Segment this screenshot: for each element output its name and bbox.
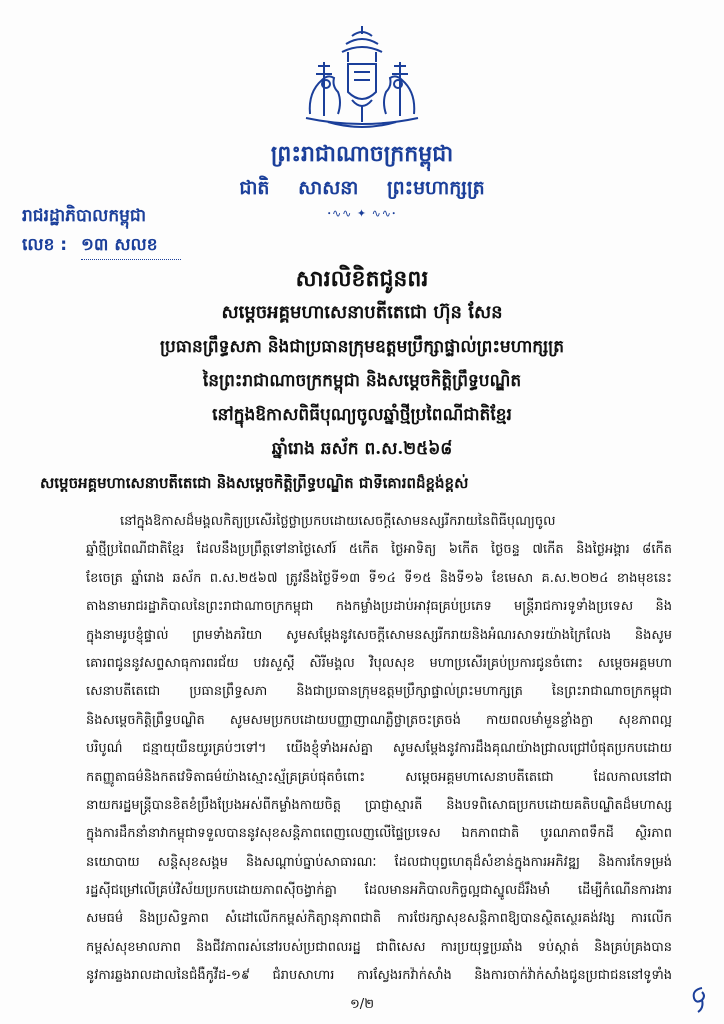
body-line: ខែចេត្រ ឆ្នាំរោង ឆស័ក ព.ស.២៥៦៧ ត្រូវនឹងថ្ងៃទី១៣ ទី១៤ ទី១៥ និងទី១៦ ខែមេសា គ.ស.២០២៤ ខាងមុខនេះ [86, 570, 672, 586]
body-line: រដ្ឋស៊ីជម្រៅលើគ្រប់វិស័យប្រកបដោយភាពស៊ីចង្វាក់គ្នា ដែលមានអភិបាលកិច្ចល្អជាស្នូលដ៏រឹងមាំ ដើម្បីកំណើនការងារ [86, 883, 672, 899]
title-line: ប្រធានព្រឹទ្ធសភា និងជាប្រធានក្រុមឧត្តមប្រឹក្សាផ្ទាល់ព្រះមហាក្សត្រ [159, 337, 565, 357]
title-line: ឆ្នាំរោង ឆស័ក ព.ស.២៥៦៨ [271, 439, 453, 459]
letter-body [86, 508, 672, 991]
kingdom-name: ព្រះរាជាណាចក្រកម្ពុជា [270, 141, 454, 167]
reference-label: លេខ : [22, 235, 68, 255]
royal-coat-of-arms-icon [298, 22, 426, 132]
body-line: សមធម៌ និងប្រសិទ្ធភាព សំដៅលើកកម្ពស់កិត្យានុភាពជាតិ ការថែរក្សាសុខសន្តិភាពឱ្យបានស្ថិតស្ថេរគង់វង្ស ការលើក [86, 911, 672, 927]
body-line: នូវការឆ្លងរាលដាលនៃជំងឺកូវីដ-១៩ ជំរាបសាហារ ការស្វែងរកវ៉ាក់សាំង និងការចាក់វ៉ាក់សាំងជូនប្រជាជននៅទូទាំង [86, 968, 672, 984]
body-line: សេនាបតីតេជោ ប្រធានព្រឹទ្ធសភា និងជាប្រធានក្រុមឧត្តមប្រឹក្សាផ្ទាល់ព្រះមហាក្សត្រ នៃព្រះរាជាណាចក្រកម្ពុជា [86, 684, 672, 700]
title-line: សារលិខិតជូនពរ [295, 266, 429, 292]
reference-line [22, 234, 181, 260]
body-line: និងសម្តេចកិត្តិព្រឹទ្ធបណ្ឌិត សូមសមប្រកបដោយបញ្ញាញាណភ្លឺថ្លាត្រចះត្រចង់ កាយពលមាំមួនខ្លាំងក្លា សុខភាពល្អ [86, 712, 672, 728]
issuing-authority: រាជរដ្ឋាភិបាលកម្ពុជា [22, 206, 147, 226]
ornament-divider: ꞏ∿∿ ✦ ∿∿ꞏ [327, 207, 397, 220]
title-line: សម្តេចអគ្គមហាសេនាបតីតេជោ ហ៊ុន សែន [221, 302, 503, 323]
reference-number: ១៣ សលខ [81, 234, 181, 260]
body-line: គោរពជូននូវសព្ទសាធុការពរជ័យ បវរសួស្តី សិរីមង្គល វិបុលសុខ មហាប្រសើរគ្រប់ប្រការជូនចំពោះ សម្តេចអគ្គមហា [86, 655, 672, 671]
letter-title [60, 262, 664, 466]
body-line: កតញ្ញូតាធម៌និងកតវេទិតាធម៌យ៉ាងស្មោះស្ម័គ្រ​គ្រប់ផុតចំពោះ សម្តេចអគ្គមហាសេនាបតីតេជោ ដែលកាលនៅជា [86, 769, 672, 785]
national-motto: ជាតិ សាសនា ព្រះមហាក្សត្រ [239, 177, 485, 199]
body-line: នយោបាយ សន្តិសុខសង្គម និងសណ្តាប់ធ្នាប់សាធារណៈ ដែលជាបុព្វហេតុដ៏សំខាន់ក្នុងការអភិវឌ្ឍ និងការកែទម្រង់ [86, 854, 672, 870]
body-line: ក្នុងនាមរូបខ្ញុំផ្ទាល់ ព្រមទាំងភរិយា សូមសម្តែងនូវសេចក្តីសោមនស្សរីករាយនិងអំណរសាទរយ៉ាងក្រៃលែង និងសូម [86, 627, 672, 643]
body-line: កម្ពស់សុខមាលភាព និងជីវភាពរស់នៅរបស់ប្រជាពលរដ្ឋ ជាពិសេស ការប្រយុទ្ធប្រឆាំង ទប់ស្កាត់ និងគ្រប់គ្រងបាន [86, 939, 672, 955]
body-line: ឆ្នាំថ្មីប្រពៃណីជាតិខ្មែរ ដែលនឹងប្រព្រឹត្តទៅនាថ្ងៃសៅរ៍ ៥កើត ថ្ងៃអាទិត្យ ៦កើត ថ្ងៃចន្ទ ៧កើត និងថ្ងៃអង្គារ ៨កើត [86, 542, 672, 558]
body-line: នាយករដ្ឋមន្ត្រីបានខិតខំប្រឹងប្រែងអស់ពីកម្លាំងកាយចិត្ត ប្រាជ្ញាស្មារតី និងបទពិសោធប្រកបដោយគតិបណ្ឌិតដ៏មហាស្ស [86, 797, 672, 813]
title-line: នៅក្នុងឱកាសពិធីបុណ្យចូលឆ្នាំថ្មីប្រពៃណីជាតិខ្មែរ [212, 405, 512, 425]
body-line: ក្នុងការដឹកនាំនាវាកម្ពុជាទទួលបាននូវសុខសន្តិភាពពេញលេញលើផ្ទៃប្រទេស ឯកភាពជាតិ បូរណភាពទឹកដី ស្ថិរភាព [86, 826, 672, 842]
body-line: បរិបូណ៌ ជន្មាយុយឺនយូរគ្រប់ៗទៅ។ យើងខ្ញុំទាំងអស់គ្នា សូមសម្តែងនូវការដឹងគុណយ៉ាងជ្រាលជ្រៅបំផុតប្រកបដោយ [86, 741, 672, 757]
body-line: តាងនាមរាជរដ្ឋាភិបាលនៃព្រះរាជាណាចក្រកម្ពុជា កងកម្លាំងប្រដាប់អាវុធគ្រប់ប្រភេទ មន្ត្រីរាជការទូទាំងប្រទេស និង [86, 599, 672, 615]
handwritten-initial-icon [688, 984, 710, 1014]
page-number: ១/២ [349, 997, 375, 1012]
title-line: នៃព្រះរាជាណាចក្រកម្ពុជា និងសម្តេចកិត្តិព្រឹទ្ធបណ្ឌិត [202, 371, 522, 391]
body-line: នៅក្នុងឱកាសដ៏មង្គលកិត្យប្រសើរថ្លៃថ្លាប្រកបដោយសេចក្តីសោមនស្សរីករាយនៃពិធីបុណ្យចូល [120, 514, 556, 529]
salutation: សម្តេចអគ្គមហាសេនាបតីតេជោ និងសម្តេចកិត្តិព្រឹទ្ធបណ្ឌិត ជាទីគោរពដ៏ខ្ពង់ខ្ពស់ [40, 474, 469, 492]
